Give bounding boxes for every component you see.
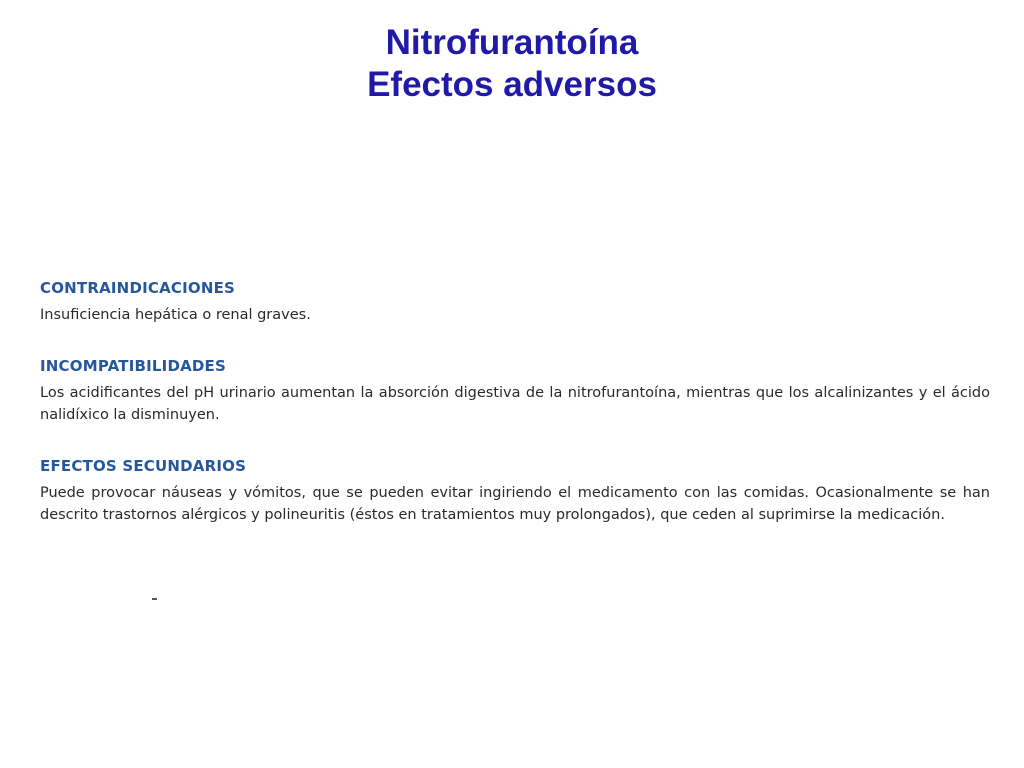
- page-title: [0, 22, 1024, 106]
- stray-mark: [152, 598, 157, 600]
- section-body: Insuficiencia hepática o renal graves.: [40, 307, 311, 323]
- document-content: [40, 278, 990, 556]
- section-heading: EFECTOS SECUNDARIOS: [40, 457, 247, 475]
- title-line-2: Efectos adversos: [367, 65, 657, 104]
- section-heading: INCOMPATIBILIDADES: [40, 357, 227, 375]
- section-incompatibilidades: [40, 356, 990, 426]
- section-body: Los acidificantes del pH urinario aumentan la absorción digestiva de la nitrofurantoína, mientras que los alcalinizantes y el ácido nalidíxico la disminuyen.: [40, 385, 990, 423]
- section-body: Puede provocar náuseas y vómitos, que se pueden evitar ingiriendo el medicamento con las comidas. Ocasionalmente se han descrito trastornos alérgicos y polineuritis (éstos en tratamientos muy prolongados), que ceden al suprimirse la medicación.: [40, 485, 990, 523]
- title-line-1: Nitrofurantoína: [385, 23, 639, 62]
- section-efectos-secundarios: [40, 456, 990, 526]
- section-contraindicaciones: [40, 278, 990, 326]
- section-heading: CONTRAINDICACIONES: [40, 279, 236, 297]
